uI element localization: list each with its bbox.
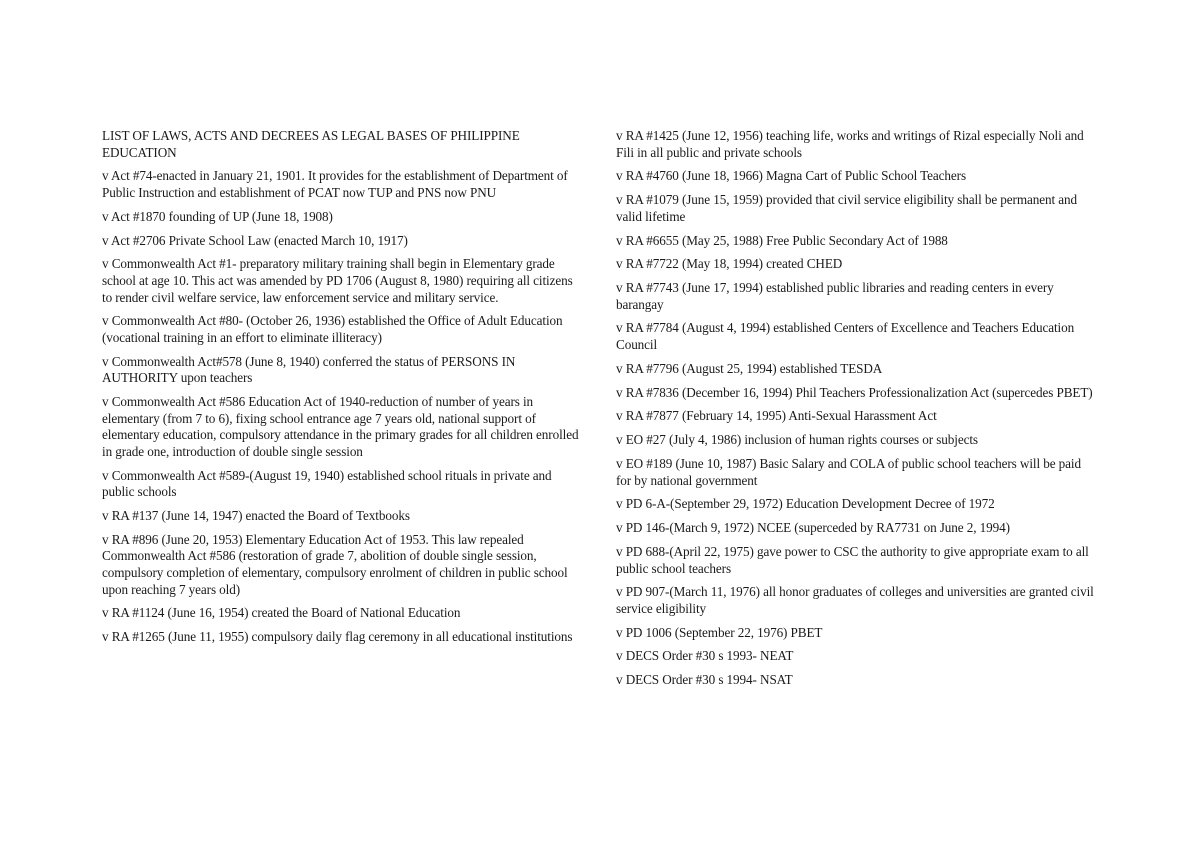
law-entry: v RA #4760 (June 18, 1966) Magna Cart of Public School Teachers [616, 168, 967, 184]
left-column [102, 128, 580, 653]
law-entry: v Commonwealth Act #80- (October 26, 1936) established the Office of Adult Education (vocational training in an effort to eliminate illiteracy) [102, 313, 563, 345]
law-entry: v RA #1425 (June 12, 1956) teaching life, works and writings of Rizal especially Noli and Fili in all public and private schools [616, 128, 1084, 160]
law-entry: v Commonwealth Act #1- preparatory military training shall begin in Elementary grade school at age 10. This act was amended by PD 1706 (August 8, 1980) requiring all citizens to render civil welfare service, law enforcement service and military service. [102, 256, 573, 305]
law-entry: v Commonwealth Act #589-(August 19, 1940) established school rituals in private and public schools [102, 467, 552, 500]
law-entry: v PD 688-(April 22, 1975) gave power to CSC the authority to give appropriate exam to all public school teachers [616, 543, 1089, 576]
right-column [616, 128, 1094, 696]
law-entry: v RA #137 (June 14, 1947) enacted the Board of Textbooks [102, 507, 410, 523]
law-entry: v PD 146-(March 9, 1972) NCEE (superceded by RA7731 on June 2, 1994) [616, 520, 1010, 536]
law-entry: v Commonwealth Act #586 Education Act of 1940-reduction of number of years in elementary (from 7 to 6), fixing school entrance age 7 years old, national support of elementary education, compulsory attendance in the primary grades for all children enrolled in grade one, introduction of double single session [102, 394, 579, 459]
law-entry: v Commonwealth Act#578 (June 8, 1940) conferred the status of PERSONS IN AUTHORITY upon teachers [102, 353, 516, 386]
law-entry: v RA #7784 (August 4, 1994) established Centers of Excellence and Teachers Education Council [616, 320, 1075, 353]
law-entry: v PD 6-A-(September 29, 1972) Education Development Decree of 1972 [616, 496, 995, 512]
law-entry: v DECS Order #30 s 1993- NEAT [616, 648, 794, 664]
law-entry: v PD 1006 (September 22, 1976) PBET [616, 624, 823, 640]
law-entry: v PD 907-(March 11, 1976) all honor graduates of colleges and universities are granted civil service eligibility [616, 584, 1094, 616]
law-entry: v RA #1265 (June 11, 1955) compulsory daily flag ceremony in all educational institutions [102, 629, 573, 645]
law-entry: v RA #7722 (May 18, 1994) created CHED [616, 256, 843, 272]
law-entry: v RA #7743 (June 17, 1994) established public libraries and reading centers in every barangay [616, 280, 1054, 312]
law-entry: v RA #1124 (June 16, 1954) created the Board of National Education [102, 605, 461, 621]
law-entry: v EO #189 (June 10, 1987) Basic Salary and COLA of public school teachers will be paid for by national government [616, 455, 1081, 488]
law-entry: v Act #2706 Private School Law (enacted March 10, 1917) [102, 232, 408, 248]
document-title: LIST OF LAWS, ACTS AND DECREES AS LEGAL BASES OF PHILIPPINE EDUCATION [102, 128, 520, 160]
law-entry: v RA #1079 (June 15, 1959) provided that civil service eligibility shall be permanent and valid lifetime [616, 192, 1077, 224]
law-entry: v RA #6655 (May 25, 1988) Free Public Secondary Act of 1988 [616, 232, 948, 248]
law-entry: v RA #896 (June 20, 1953) Elementary Education Act of 1953. This law repealed Commonwealth Act #586 (restoration of grade 7, abolition of double single session, compulsory completion of elementary, compulsory enrolment of children in public school upon reaching 7 years old) [102, 531, 568, 597]
law-entry: v Act #1870 founding of UP (June 18, 1908) [102, 208, 333, 224]
law-entry: v RA #7877 (February 14, 1995) Anti-Sexual Harassment Act [616, 408, 937, 424]
law-entry: v EO #27 (July 4, 1986) inclusion of human rights courses or subjects [616, 432, 978, 448]
law-entry: v DECS Order #30 s 1994- NSAT [616, 672, 793, 688]
law-entry: v Act #74-enacted in January 21, 1901. It provides for the establishment of Department of Public Instruction and establishment of PCAT now TUP and PNS now PNU [102, 168, 568, 200]
law-entry: v RA #7796 (August 25, 1994) established TESDA [616, 360, 883, 376]
law-entry: v RA #7836 (December 16, 1994) Phil Teachers Professionalization Act (supercedes PBET) [616, 384, 1093, 400]
